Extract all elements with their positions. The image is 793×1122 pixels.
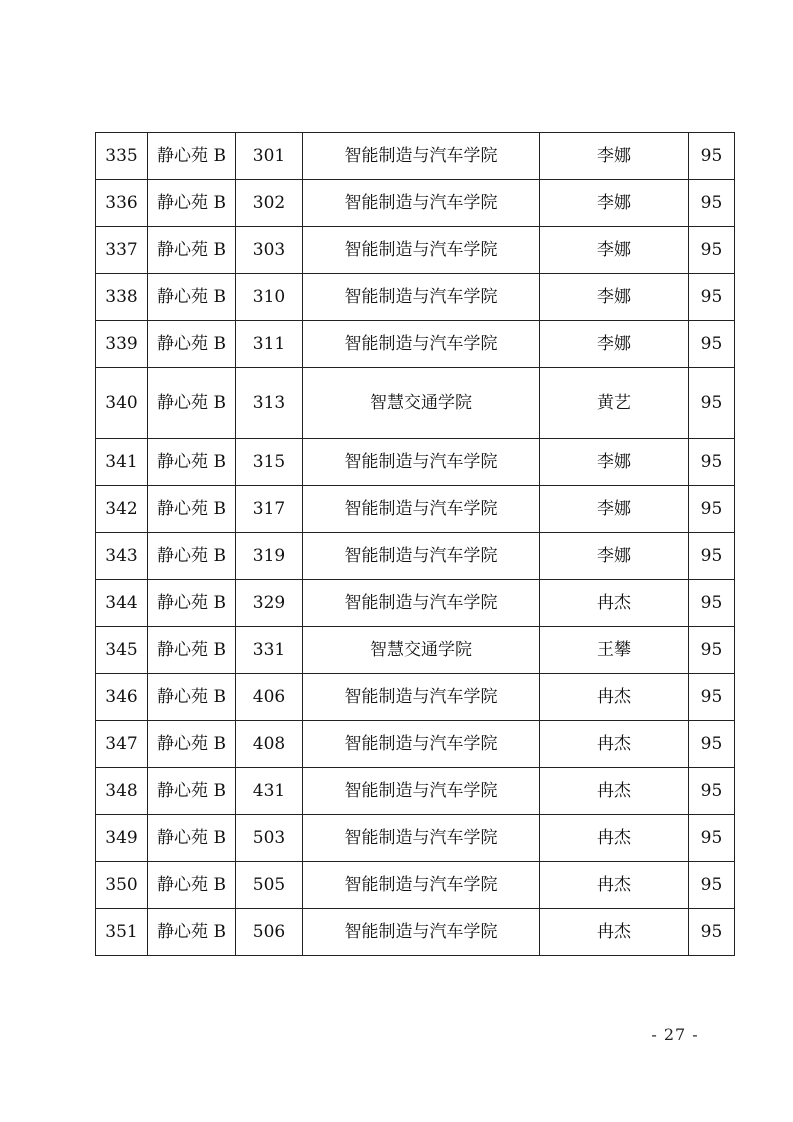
- college-cell: 智能制造与汽车学院: [303, 486, 540, 533]
- row-number-cell: 351: [96, 909, 148, 956]
- person-cell: 李娜: [540, 533, 689, 580]
- room-cell: 408: [236, 721, 303, 768]
- room-cell: 303: [236, 227, 303, 274]
- score-cell: 95: [689, 674, 735, 721]
- person-cell: 李娜: [540, 439, 689, 486]
- college-cell: 智能制造与汽车学院: [303, 227, 540, 274]
- row-number-cell: 349: [96, 815, 148, 862]
- room-cell: 302: [236, 180, 303, 227]
- building-cell: 静心苑 B: [148, 580, 236, 627]
- table-row: [96, 815, 735, 862]
- person-cell: 李娜: [540, 227, 689, 274]
- college-cell: 智能制造与汽车学院: [303, 815, 540, 862]
- table-row: [96, 368, 735, 439]
- room-cell: 506: [236, 909, 303, 956]
- dormitory-score-table: [95, 132, 735, 956]
- table-row: [96, 533, 735, 580]
- person-cell: 李娜: [540, 274, 689, 321]
- score-cell: 95: [689, 768, 735, 815]
- table-row: [96, 674, 735, 721]
- room-cell: 313: [236, 368, 303, 439]
- person-cell: 冉杰: [540, 721, 689, 768]
- table-row: [96, 580, 735, 627]
- building-cell: 静心苑 B: [148, 486, 236, 533]
- building-cell: 静心苑 B: [148, 627, 236, 674]
- room-cell: 331: [236, 627, 303, 674]
- score-cell: 95: [689, 815, 735, 862]
- building-cell: 静心苑 B: [148, 909, 236, 956]
- table-row: [96, 486, 735, 533]
- building-cell: 静心苑 B: [148, 721, 236, 768]
- college-cell: 智能制造与汽车学院: [303, 721, 540, 768]
- building-cell: 静心苑 B: [148, 768, 236, 815]
- score-cell: 95: [689, 486, 735, 533]
- score-cell: 95: [689, 909, 735, 956]
- person-cell: 冉杰: [540, 580, 689, 627]
- room-cell: 329: [236, 580, 303, 627]
- college-cell: 智能制造与汽车学院: [303, 321, 540, 368]
- score-cell: 95: [689, 133, 735, 180]
- score-cell: 95: [689, 368, 735, 439]
- score-cell: 95: [689, 321, 735, 368]
- college-cell: 智能制造与汽车学院: [303, 674, 540, 721]
- building-cell: 静心苑 B: [148, 133, 236, 180]
- row-number-cell: 336: [96, 180, 148, 227]
- person-cell: 冉杰: [540, 815, 689, 862]
- building-cell: 静心苑 B: [148, 180, 236, 227]
- person-cell: 李娜: [540, 321, 689, 368]
- room-cell: 317: [236, 486, 303, 533]
- score-cell: 95: [689, 627, 735, 674]
- person-cell: 黄艺: [540, 368, 689, 439]
- row-number-cell: 345: [96, 627, 148, 674]
- building-cell: 静心苑 B: [148, 321, 236, 368]
- table-row: [96, 627, 735, 674]
- college-cell: 智能制造与汽车学院: [303, 439, 540, 486]
- table-row: [96, 721, 735, 768]
- college-cell: 智能制造与汽车学院: [303, 133, 540, 180]
- table-row: [96, 180, 735, 227]
- row-number-cell: 347: [96, 721, 148, 768]
- building-cell: 静心苑 B: [148, 368, 236, 439]
- person-cell: 李娜: [540, 180, 689, 227]
- college-cell: 智能制造与汽车学院: [303, 862, 540, 909]
- table-row: [96, 862, 735, 909]
- row-number-cell: 344: [96, 580, 148, 627]
- row-number-cell: 343: [96, 533, 148, 580]
- college-cell: 智能制造与汽车学院: [303, 533, 540, 580]
- table-row: [96, 768, 735, 815]
- college-cell: 智能制造与汽车学院: [303, 274, 540, 321]
- row-number-cell: 350: [96, 862, 148, 909]
- row-number-cell: 340: [96, 368, 148, 439]
- college-cell: 智能制造与汽车学院: [303, 180, 540, 227]
- score-cell: 95: [689, 180, 735, 227]
- score-cell: 95: [689, 721, 735, 768]
- building-cell: 静心苑 B: [148, 674, 236, 721]
- table-row: [96, 133, 735, 180]
- table-row: [96, 321, 735, 368]
- table-row: [96, 439, 735, 486]
- building-cell: 静心苑 B: [148, 815, 236, 862]
- table-row: [96, 909, 735, 956]
- row-number-cell: 341: [96, 439, 148, 486]
- building-cell: 静心苑 B: [148, 227, 236, 274]
- room-cell: 311: [236, 321, 303, 368]
- person-cell: 冉杰: [540, 768, 689, 815]
- person-cell: 冉杰: [540, 862, 689, 909]
- row-number-cell: 338: [96, 274, 148, 321]
- page-number: - 27 -: [651, 1025, 699, 1044]
- room-cell: 301: [236, 133, 303, 180]
- row-number-cell: 337: [96, 227, 148, 274]
- score-cell: 95: [689, 580, 735, 627]
- person-cell: 李娜: [540, 486, 689, 533]
- room-cell: 406: [236, 674, 303, 721]
- row-number-cell: 335: [96, 133, 148, 180]
- row-number-cell: 339: [96, 321, 148, 368]
- score-cell: 95: [689, 274, 735, 321]
- row-number-cell: 346: [96, 674, 148, 721]
- college-cell: 智能制造与汽车学院: [303, 909, 540, 956]
- person-cell: 王攀: [540, 627, 689, 674]
- room-cell: 505: [236, 862, 303, 909]
- score-cell: 95: [689, 533, 735, 580]
- dormitory-score-table-container: [95, 132, 734, 956]
- row-number-cell: 348: [96, 768, 148, 815]
- score-cell: 95: [689, 439, 735, 486]
- row-number-cell: 342: [96, 486, 148, 533]
- college-cell: 智慧交通学院: [303, 627, 540, 674]
- building-cell: 静心苑 B: [148, 439, 236, 486]
- table-row: [96, 274, 735, 321]
- person-cell: 冉杰: [540, 674, 689, 721]
- person-cell: 冉杰: [540, 909, 689, 956]
- score-cell: 95: [689, 227, 735, 274]
- table-row: [96, 227, 735, 274]
- room-cell: 310: [236, 274, 303, 321]
- college-cell: 智慧交通学院: [303, 368, 540, 439]
- room-cell: 431: [236, 768, 303, 815]
- college-cell: 智能制造与汽车学院: [303, 768, 540, 815]
- building-cell: 静心苑 B: [148, 274, 236, 321]
- room-cell: 315: [236, 439, 303, 486]
- score-cell: 95: [689, 862, 735, 909]
- person-cell: 李娜: [540, 133, 689, 180]
- room-cell: 319: [236, 533, 303, 580]
- building-cell: 静心苑 B: [148, 862, 236, 909]
- building-cell: 静心苑 B: [148, 533, 236, 580]
- room-cell: 503: [236, 815, 303, 862]
- college-cell: 智能制造与汽车学院: [303, 580, 540, 627]
